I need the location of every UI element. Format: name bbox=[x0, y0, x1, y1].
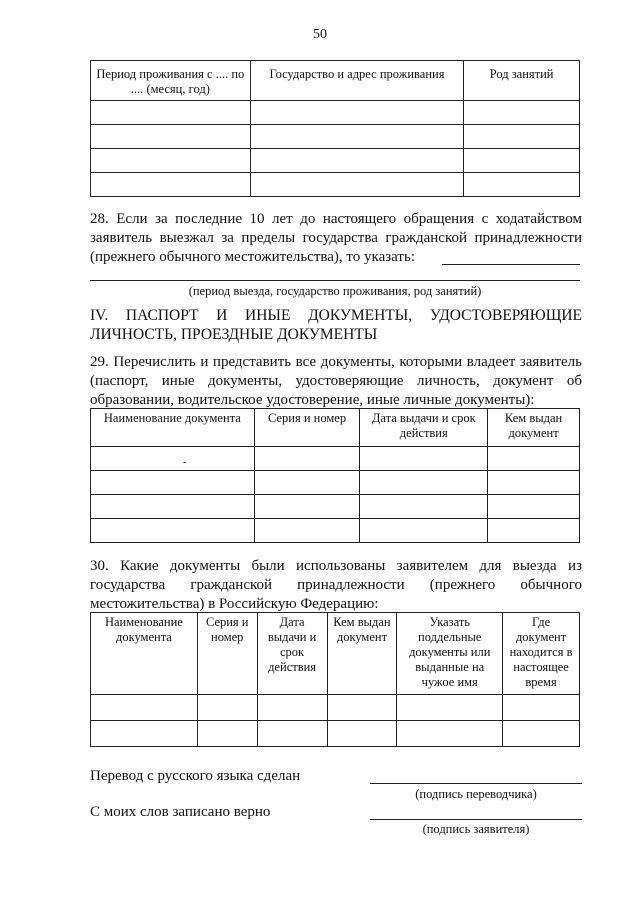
documents-table bbox=[90, 408, 580, 543]
table-row bbox=[91, 471, 580, 495]
header-doc-location: Где документ находится в настоящее время bbox=[503, 613, 580, 695]
item-28-label: 28. Если за последние 10 лет до настоящего обращения с ходатайством заявитель выезжал за пределы государства гражданской принадлежности (прежнего обычного местожительства), то указать: bbox=[90, 211, 582, 265]
item-28-text bbox=[90, 210, 582, 267]
section-4-heading: IV. ПАСПОРТ И ИНЫЕ ДОКУМЕНТЫ, УДОСТОВЕРЯЮЩИЕ ЛИЧНОСТЬ, ПРОЕЗДНЫЕ ДОКУМЕНТЫ bbox=[90, 307, 582, 343]
header-doc-name: Наименование документа bbox=[91, 409, 255, 447]
header-forged-docs: Указать поддельные документы или выданные на чужое имя bbox=[397, 613, 503, 695]
table-row bbox=[91, 721, 580, 747]
table-row bbox=[91, 101, 580, 125]
header-issue-date: Дата выдачи и срок действия bbox=[360, 409, 488, 447]
header-issued-by: Кем выдан документ bbox=[327, 613, 397, 695]
translator-label: Перевод с русского языка сделан bbox=[90, 768, 301, 784]
translator-signature-line[interactable] bbox=[370, 783, 582, 784]
header-doc-name: Наименование документа bbox=[91, 613, 198, 695]
table-row bbox=[91, 695, 580, 721]
table-row bbox=[91, 519, 580, 543]
table-row bbox=[91, 447, 580, 471]
header-country-address: Государство и адрес проживания bbox=[250, 61, 464, 101]
table-row bbox=[91, 125, 580, 149]
table-row bbox=[91, 173, 580, 197]
page-number: 50 bbox=[313, 27, 327, 42]
item-28-answer-line[interactable] bbox=[90, 280, 580, 281]
header-issue-date: Дата выдачи и срок действия bbox=[257, 613, 327, 695]
translator-caption: (подпись переводчика) bbox=[415, 787, 537, 801]
header-series-number: Серия и номер bbox=[197, 613, 257, 695]
applicant-caption: (подпись заявителя) bbox=[422, 822, 530, 836]
item-28-answer-line-short[interactable] bbox=[442, 264, 580, 265]
applicant-label: С моих слов записано верно bbox=[90, 804, 271, 820]
header-series-number: Серия и номер bbox=[254, 409, 360, 447]
table-row bbox=[91, 495, 580, 519]
header-occupation: Род занятий bbox=[464, 61, 580, 101]
stray-mark: - bbox=[183, 457, 187, 468]
residence-table bbox=[90, 60, 580, 197]
header-period: Период проживания с .... по .... (месяц, год) bbox=[91, 61, 251, 101]
item-28-hint: (период выезда, государство проживания, род занятий) bbox=[188, 284, 482, 298]
table-row bbox=[91, 149, 580, 173]
exit-documents-table bbox=[90, 612, 580, 747]
applicant-signature-line[interactable] bbox=[370, 819, 582, 820]
item-30-text: 30. Какие документы были использованы заявителем для выезда из государства гражданской принадлежности (прежнего обычного местожительства) в Российскую Федерацию: bbox=[90, 558, 582, 612]
header-issued-by: Кем выдан документ bbox=[488, 409, 580, 447]
item-29-text: 29. Перечислить и представить все документы, которыми владеет заявитель (паспорт, иные документы, удостоверяющие личность, документ об образовании, водительское удостоверение, иные личные документы): bbox=[90, 354, 582, 408]
